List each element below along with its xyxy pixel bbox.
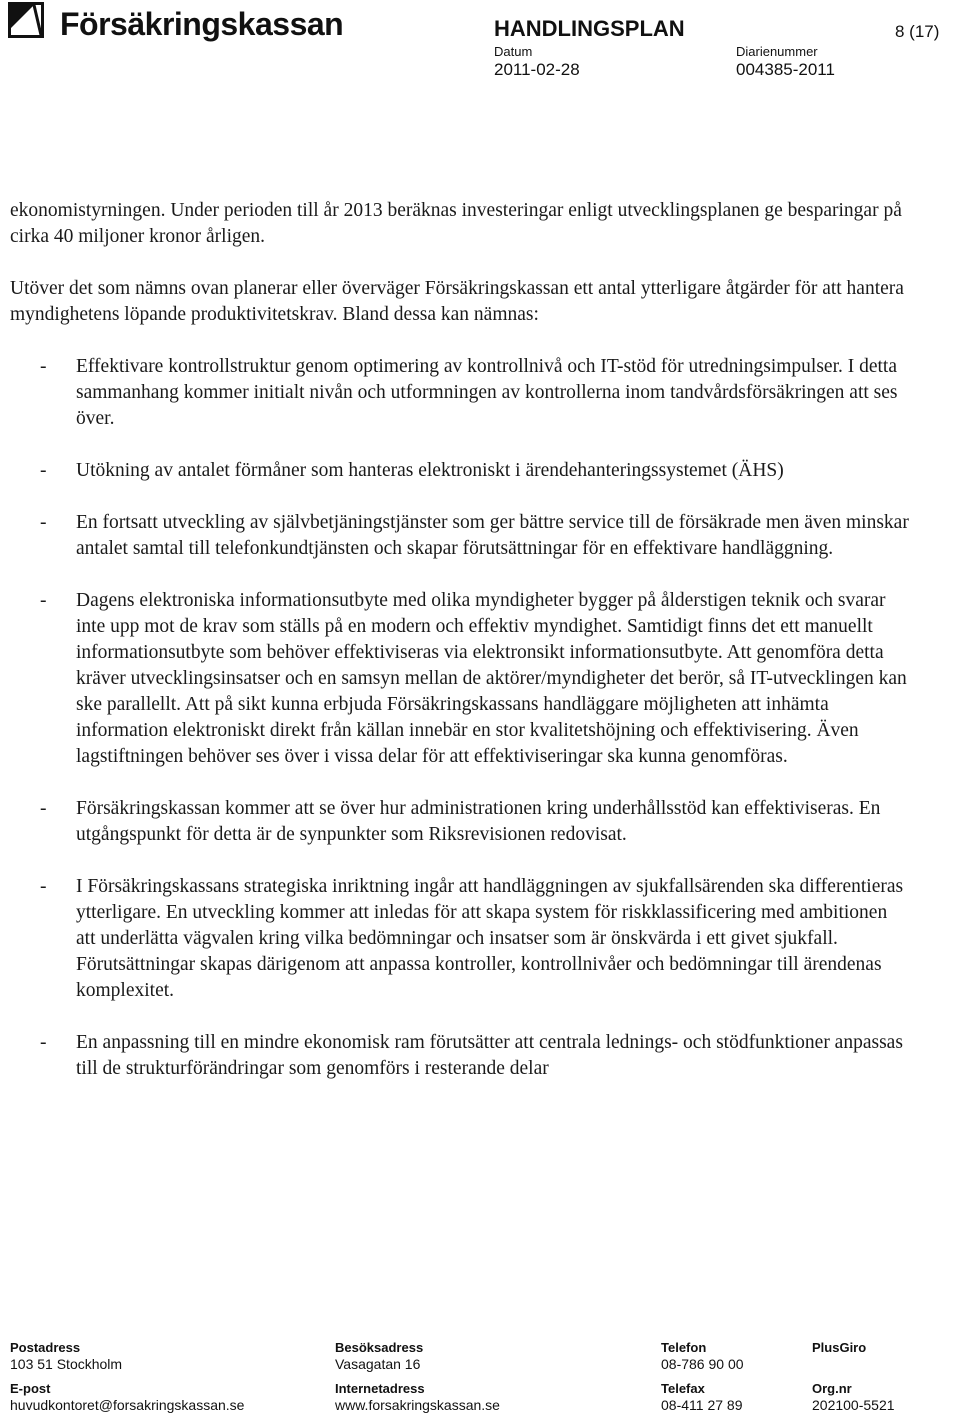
forsakringskassan-logo-icon <box>8 2 44 38</box>
logo-wordmark: Försäkringskassan <box>60 6 344 42</box>
bullet-dash: - <box>40 798 47 819</box>
document-body <box>10 198 910 1108</box>
website-value: www.forsakringskassan.se <box>335 1397 500 1413</box>
email-value: huvudkontoret@forsakringskassan.se <box>10 1397 245 1413</box>
visiting-address-label: Besöksadress <box>335 1340 424 1355</box>
org-number-value: 202100-5521 <box>812 1397 895 1413</box>
email-label: E-post <box>10 1381 51 1396</box>
date-label: Datum <box>494 44 533 59</box>
list-item <box>10 510 910 562</box>
fax-value: 08-411 27 89 <box>661 1397 743 1413</box>
bullet-dash: - <box>40 460 47 481</box>
date-value: 2011-02-28 <box>494 60 580 79</box>
list-item-text: I Försäkringskassans strategiska inriktning ingår att handläggningen av sjukfallsärenden ska differentieras ytterligare. En utveckling kommer att inledas för att skapa system för riskklassificering med ambitionen att underlätta vägvalen kring vilka bedömningar och insatser som är önskvärda i ett givet sjukfall. Förutsättningar skapas därigenom att anpassa kontroller, kontrollnivåer och bedömningar till ärendenas komplexitet. <box>76 876 904 1001</box>
list-item-text: En fortsatt utveckling av självbetjäningstjänster som ger bättre service till de försäkrade men även minskar antalet samtal till telefonkundtjänsten och skapar förutsättningar för en effektivare handläggning. <box>76 512 909 559</box>
phone-value: 08-786 90 00 <box>661 1356 744 1372</box>
bullet-dash: - <box>40 356 47 377</box>
plusgiro-label: PlusGiro <box>812 1340 867 1355</box>
page-header <box>0 0 960 110</box>
bullet-dash: - <box>40 512 47 533</box>
list-item-text: En anpassning till en mindre ekonomisk ram förutsätter att centrala lednings- och stödfunktioner anpassas till de strukturförändringar som genomförs i resterande delar <box>76 1032 903 1079</box>
list-item-text: Utökning av antalet förmåner som hanteras elektroniskt i ärendehanteringssystemet (ÄHS) <box>76 460 784 481</box>
list-item <box>10 354 910 432</box>
measures-list <box>10 354 910 1082</box>
org-number-label: Org.nr <box>812 1381 852 1396</box>
list-item-text: Försäkringskassan kommer att se över hur administrationen kring underhållsstöd kan effektiviseras. En utgångspunkt för detta är de synpunkter som Riksrevisionen redovisat. <box>76 798 881 845</box>
list-item-text: Effektivare kontrollstruktur genom optimering av kontrollnivå och IT-stöd för utredningsimpulser. I detta sammanhang kommer initialt nivån och utformningen av kontrollerna inom tandvårdsförsäkringen att ses över. <box>76 356 898 429</box>
visiting-address-value: Vasagatan 16 <box>335 1356 421 1372</box>
page-footer <box>0 1336 960 1415</box>
bullet-dash: - <box>40 876 47 897</box>
page-number: 8 (17) <box>895 22 940 41</box>
list-item <box>10 874 910 1004</box>
postal-address-label: Postadress <box>10 1340 81 1355</box>
document-title: HANDLINGSPLAN <box>494 16 685 41</box>
website-label: Internetadress <box>335 1381 425 1396</box>
fax-label: Telefax <box>661 1381 705 1396</box>
list-item-text: Dagens elektroniska informationsutbyte med olika myndigheter bygger på ålderstigen teknik och svarar inte upp mot de krav som ställs på en modern och effektiv myndighet. Samtidigt finns det ett manuellt informationsutbyte som behöver effektiviseras via elektronsikt informationsutbyte. Att genomföra detta kräver utvecklingsinsatser och en samsyn mellan de aktörer/myndigheter det berör, så IT-utvecklingen kan ske parallellt. Att på sikt kunna erbjuda Försäkringskassans handläggare möjligheten att inhämta information elektroniskt direkt från källan innebär en stor kvalitetshöjning och effektivisering. Även lagstiftningen behöver ses över i vissa delar för att effektiviseringar ska kunna genomföras. <box>76 590 907 767</box>
postal-address-value: 103 51 Stockholm <box>10 1356 123 1372</box>
phone-label: Telefon <box>661 1340 707 1355</box>
paragraph: Utöver det som nämns ovan planerar eller överväger Försäkringskassan ett antal ytterligare åtgärder för att hantera myndighetens löpande produktivitetskrav. Bland dessa kan nämnas: <box>10 278 904 325</box>
list-item <box>10 1030 910 1082</box>
diary-number-label: Diarienummer <box>736 44 818 59</box>
list-item <box>10 588 910 770</box>
list-item <box>10 458 910 484</box>
list-item <box>10 796 910 848</box>
bullet-dash: - <box>40 590 47 611</box>
bullet-dash: - <box>40 1032 47 1053</box>
paragraph: ekonomistyrningen. Under perioden till år 2013 beräknas investeringar enligt utvecklingsplanen ge besparingar på cirka 40 miljoner kronor årligen. <box>10 200 902 247</box>
diary-number-value: 004385-2011 <box>736 60 835 79</box>
